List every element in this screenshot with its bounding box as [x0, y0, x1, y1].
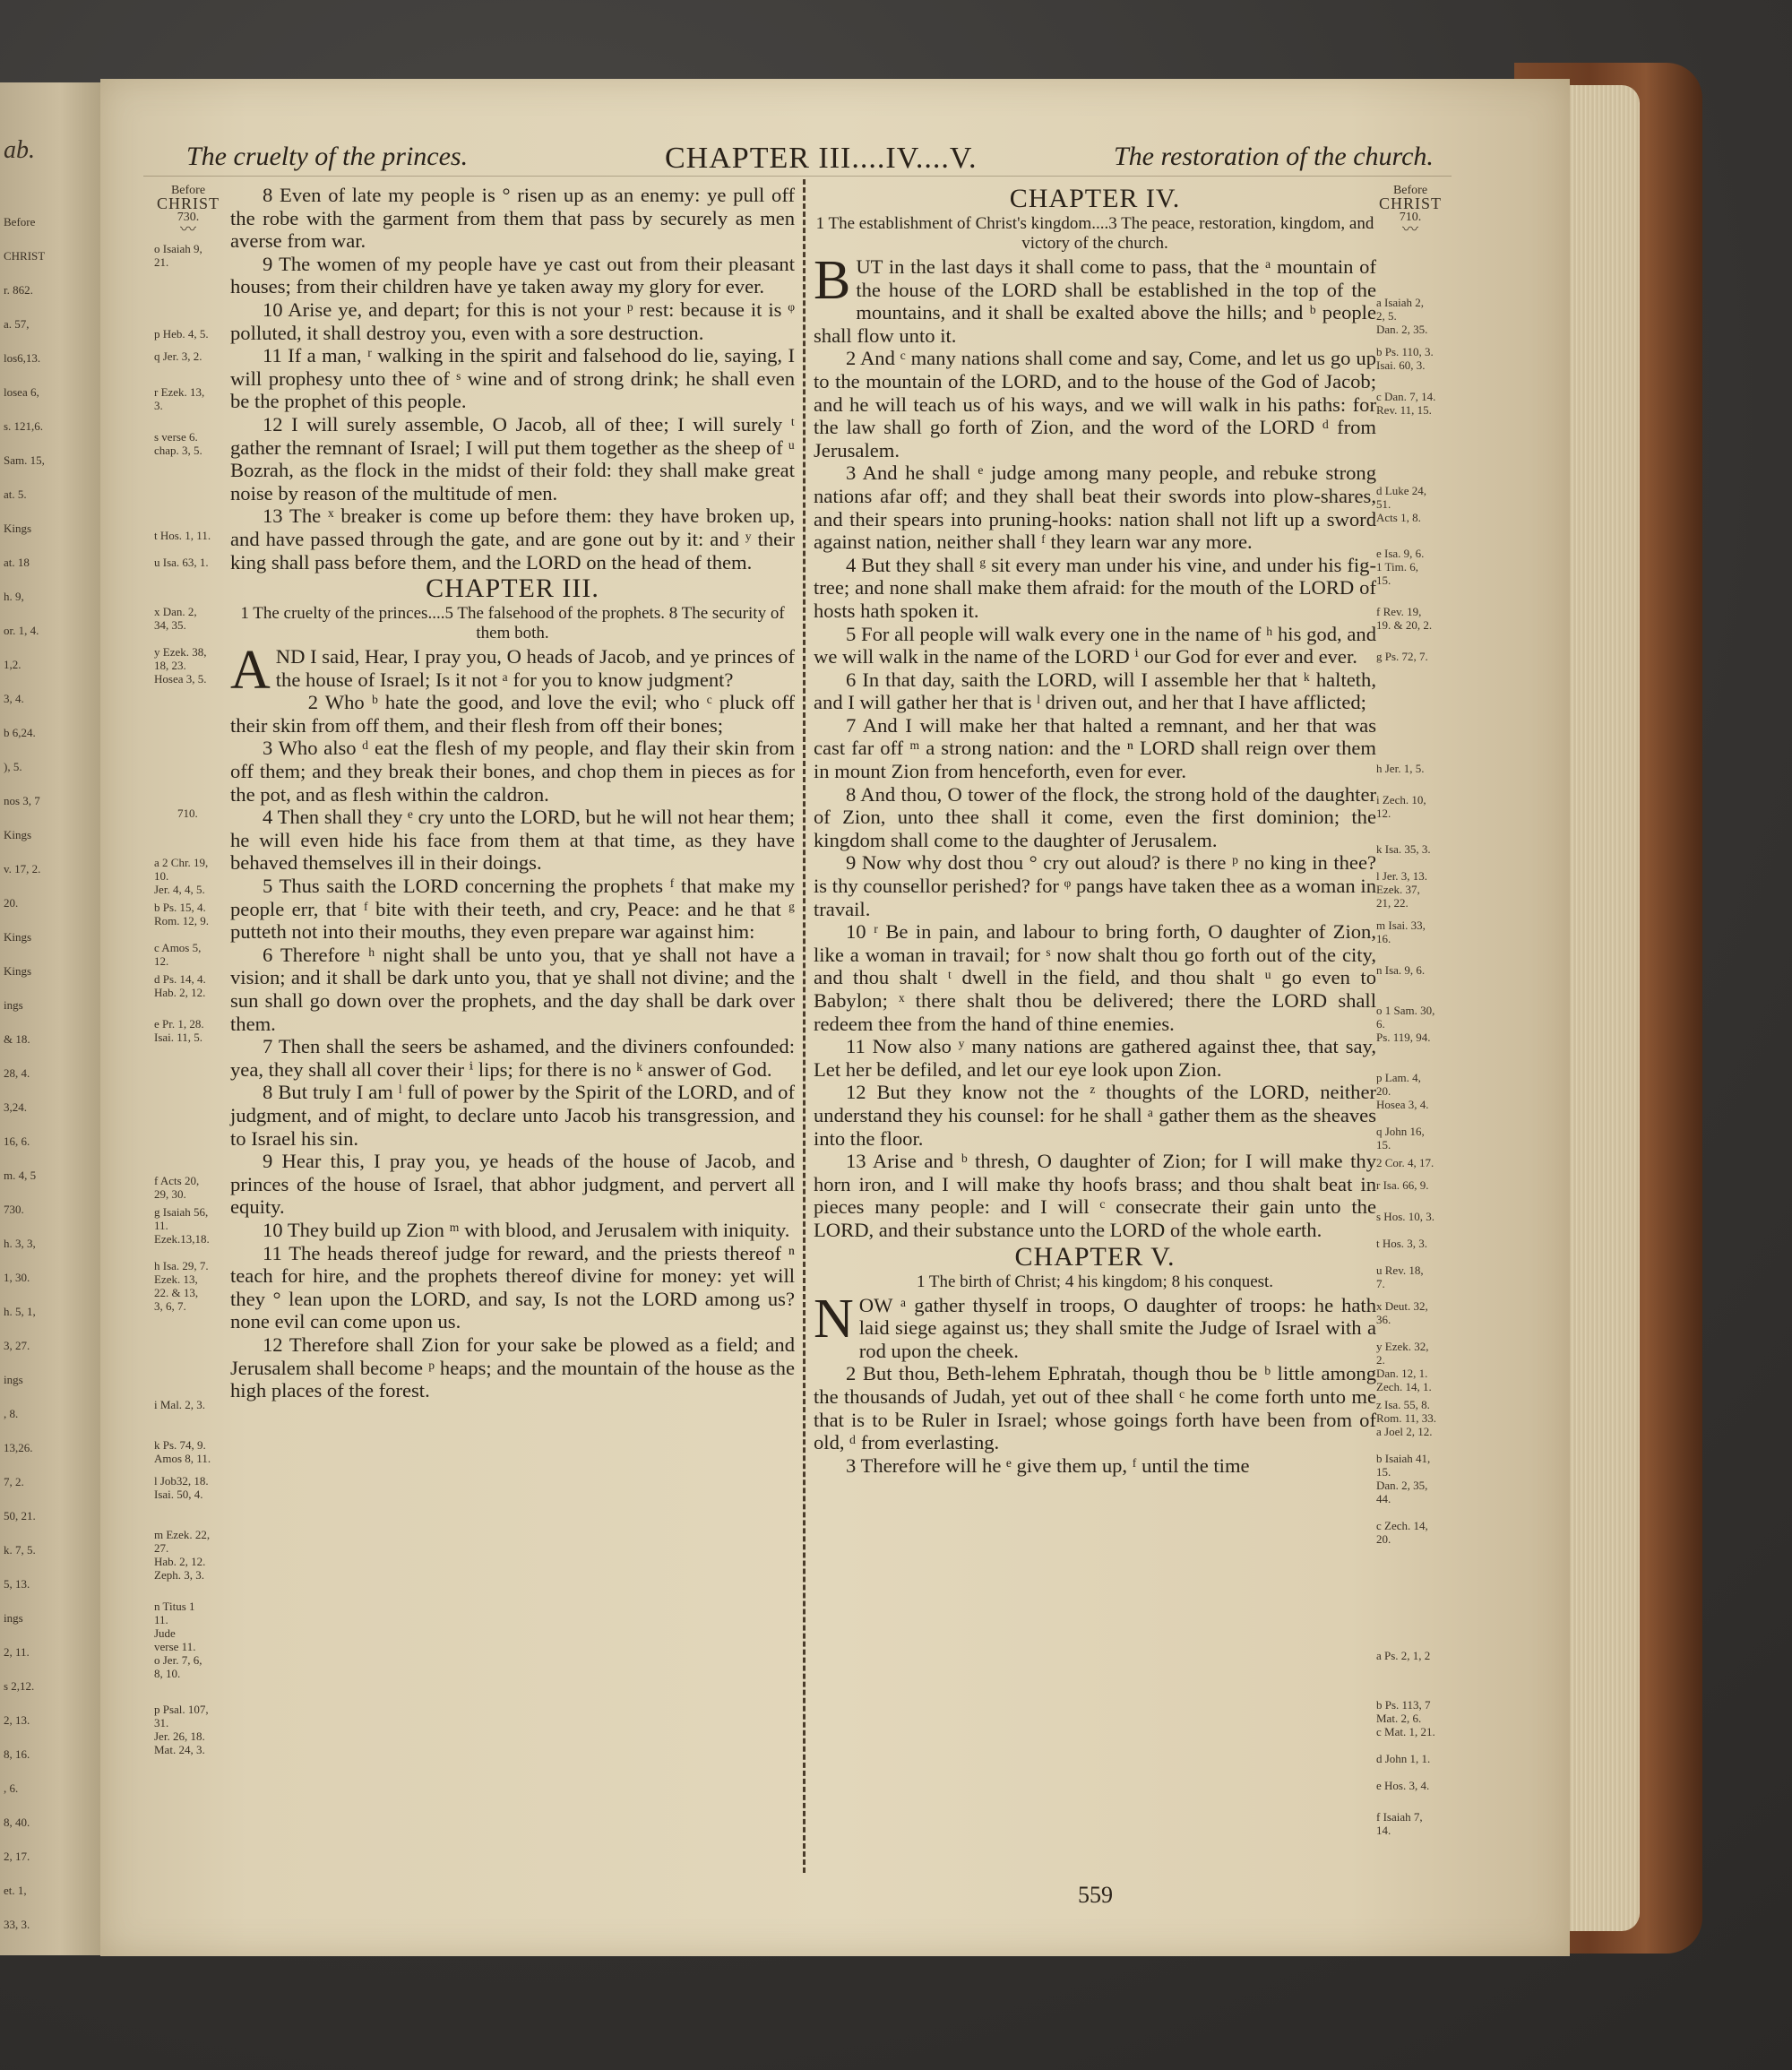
year-label: 730. — [177, 211, 200, 224]
margin-note: n Isa. 9, 6. — [1376, 963, 1426, 977]
margin-note: e Isa. 9, 6. 1 Tim. 6, 15. — [1376, 547, 1425, 587]
margin-note: b Isaiah 41, 15. Dan. 2, 35, 44. — [1376, 1452, 1431, 1505]
verse: 10 They build up Zion ᵐ with blood, and Jerusalem with iniquity. — [263, 1218, 790, 1241]
verse: 8 Even of late my people is ° risen up as an enemy: ye pull off the robe with the garment from them that pass by securely as men averse from war. — [230, 184, 795, 253]
facing-page-fragment: 3, 27. — [4, 1339, 30, 1352]
margin-note: g Ps. 72, 7. — [1376, 650, 1428, 663]
margin-note: c Amos 5, 12. — [154, 941, 202, 968]
margin-note: r Isa. 66, 9. — [1376, 1178, 1429, 1192]
verse: 10 Arise ye, and depart; for this is not your ᵖ rest: because it is ᵠ polluted, it shall destroy you, even with a sore destruction. — [230, 298, 795, 344]
verse: 4 But they shall ᵍ sit every man under his vine, and under his fig-tree; and none shall make them afraid: for the mouth of the LORD of hosts hath spoken it. — [814, 553, 1376, 622]
margin-note: i Mal. 2, 3. — [154, 1398, 206, 1411]
chapter-heading: CHAPTER III. — [426, 574, 599, 604]
drop-cap: N — [814, 1288, 854, 1350]
drop-cap: B — [814, 250, 851, 311]
margin-note: m Ezek. 22, 27. Hab. 2, 12. Zeph. 3, 3. — [154, 1528, 211, 1582]
facing-page-fragment: ings — [4, 998, 23, 1012]
verse: 12 I will surely assemble, O Jacob, all of thee; I will surely ᵗ gather the remnant of Israel; I will put them together as the sheep of ᵘ Bozrah, as the flock in the midst of their fold: they shall make great noise by reason of the multitude of men. — [230, 412, 795, 505]
verse: 9 The women of my people have ye cast out from their pleasant houses; from their children have ye taken away my glory for ever. — [230, 252, 795, 298]
verse: 3 And he shall ᵉ judge among many people, and rebuke strong nations afar off; and they shall beat their swords into plow-shares, and their spears into pruning-hooks: nation shall not lift up a sword against nation, neither shall ᶠ they learn war any more. — [814, 461, 1376, 554]
margin-note: y Ezek. 32, 2. Dan. 12, 1. Zech. 14, 1. — [1376, 1340, 1432, 1393]
header-rule — [143, 176, 1452, 177]
margin-note: m Isai. 33, 16. — [1376, 919, 1426, 945]
chapter-summary: 1 The cruelty of the princes....5 The falsehood of the prophets. 8 The security of them both. — [240, 604, 785, 643]
facing-page-fragment: , 6. — [4, 1781, 19, 1795]
facing-page-fragment: ab. — [4, 136, 35, 164]
running-head-left: The cruelty of the princes. — [186, 142, 469, 171]
margin-note: 2 Cor. 4, 17. — [1376, 1156, 1434, 1169]
facing-page-fragment: v. 17, 2. — [4, 862, 41, 875]
facing-page-fragment: ings — [4, 1373, 23, 1386]
left-margin-references — [151, 184, 224, 1886]
facing-page-fragment: at. 18 — [4, 556, 30, 569]
margin-note: x Dan. 2, 34, 35. — [154, 605, 197, 632]
facing-page-fragment: m. 4, 5 — [4, 1169, 37, 1182]
margin-note: d Ps. 14, 4. Hab. 2, 12. — [154, 972, 206, 999]
verse: 2 But thou, Beth-lehem Ephratah, though thou be ᵇ little among the thousands of Judah, yet out of thee shall ᶜ he come forth unto me that is to be Ruler in Israel; whose goings forth have been from of old, ᵈ from everlasting. — [814, 1362, 1376, 1454]
left-before-christ — [151, 184, 226, 238]
facing-page-fragment: 8, 40. — [4, 1816, 30, 1829]
facing-page-fragment: h. 3, 3, — [4, 1237, 36, 1250]
margin-note: h Isa. 29, 7. Ezek. 13, 22. & 13, 3, 6, 7. — [154, 1259, 209, 1313]
facing-page-fragment: at. 5. — [4, 487, 27, 501]
facing-page-fragment: 2, 11. — [4, 1645, 30, 1659]
year-label-mid: 710. — [177, 806, 198, 820]
margin-note: q Jer. 3, 2. — [154, 349, 202, 363]
flourish-ornament: 〰 — [1402, 220, 1418, 238]
margin-note: f Isaiah 7, 14. — [1376, 1810, 1423, 1837]
margin-note: d John 1, 1. — [1376, 1752, 1431, 1765]
verse — [814, 250, 1376, 347]
verse-text: UT in the last days it shall come to pass, that the ᵃ mountain of the house of the LORD shall be established in the top of the mountains, and it shall be exalted above the hills; and ᵇ people shall flow unto it. — [814, 255, 1376, 347]
margin-note: a Isaiah 2, 2, 5. Dan. 2, 35. — [1376, 296, 1428, 336]
margin-note: o Jer. 7, 6, 8, 10. — [154, 1653, 202, 1680]
margin-note: t Hos. 1, 11. — [154, 529, 211, 542]
chapter-summary: 1 The establishment of Christ's kingdom....3 The peace, restoration, kingdom, and victory of the church. — [815, 214, 1374, 253]
facing-page-fragment: 20. — [4, 896, 19, 910]
facing-page-fragment: Kings — [4, 964, 32, 978]
page-number: 559 — [1078, 1882, 1113, 1908]
verse — [230, 640, 795, 702]
margin-note: k Isa. 35, 3. — [1376, 842, 1431, 856]
verse: 11 Now also ʸ many nations are gathered against thee, that say, Let her be defiled, and let our eye look upon Zion. — [814, 1035, 1376, 1081]
facing-page-fragment: los6,13. — [4, 351, 41, 365]
running-head-chapters: CHAPTER III....IV....V. — [665, 142, 978, 175]
facing-page-fragment: 5, 13. — [4, 1577, 30, 1591]
facing-page-fragment: Before — [4, 215, 36, 229]
left-page-edge — [0, 82, 103, 1955]
margin-note: o 1 Sam. 30, 6. Ps. 119, 94. — [1376, 1004, 1435, 1044]
right-before-christ — [1373, 184, 1448, 238]
margin-note: d Luke 24, 51. Acts 1, 8. — [1376, 484, 1426, 524]
facing-page-fragment: 7, 2. — [4, 1475, 24, 1488]
facing-page-fragment: k. 7, 5. — [4, 1543, 36, 1557]
facing-page-fragment: 16, 6. — [4, 1134, 30, 1148]
margin-note: b Ps. 110, 3. Isai. 60, 3. — [1376, 345, 1434, 372]
margin-note: l Jer. 3, 13. Ezek. 37, 21, 22. — [1376, 869, 1428, 910]
facing-page-fragment: et. 1, — [4, 1884, 27, 1897]
facing-page-fragment: 13,26. — [4, 1441, 33, 1454]
drop-cap: A — [230, 640, 271, 702]
right-text-column — [814, 184, 1376, 1477]
running-head-right: The restoration of the church. — [1114, 142, 1434, 171]
verse: 7 And I will make her that halted a remnant, and her that was cast far off ᵐ a strong nation: and the ⁿ LORD shall reign over them in mount Zion from henceforth, even for ever. — [814, 713, 1376, 783]
facing-page-fragment: ings — [4, 1611, 23, 1625]
facing-page-fragment: s. 121,6. — [4, 419, 44, 433]
margin-note: i Zech. 10, 12. — [1376, 793, 1426, 820]
facing-page-fragment: losea 6, — [4, 385, 39, 399]
verse: 8 But truly I am ˡ full of power by the Spirit of the LORD, and of judgment, and of might, to declare unto Jacob his transgression, and to Israel his sin. — [230, 1081, 795, 1150]
margin-note: a Joel 2, 12. — [1376, 1425, 1433, 1438]
verse: 7 Then shall the seers be ashamed, and the diviners confounded: yea, they shall all cover their ⁱ lips; for there is no ᵏ answer of God. — [230, 1035, 795, 1081]
facing-page-fragment: ), 5. — [4, 760, 22, 773]
facing-page-fragment: 2, 13. — [4, 1713, 30, 1727]
verse: 6 In that day, saith the LORD, will I assemble her that ᵏ halteth, and I will gather her that is ˡ driven out, and her that I have afflicted; — [814, 668, 1376, 714]
margin-note: h Jer. 1, 5. — [1376, 762, 1425, 775]
margin-note: k Ps. 74, 9. Amos 8, 11. — [154, 1438, 211, 1465]
before-label: Before — [1392, 184, 1428, 197]
verse: 3 Therefore will he ᵉ give them up, ᶠ until the time — [846, 1453, 1250, 1477]
verse: 11 If a man, ʳ walking in the spirit and falsehood do lie, saying, I will prophesy unto thee of ˢ wine and of strong drink; he shall even be the prophet of this people. — [230, 344, 795, 413]
margin-note: s verse 6. chap. 3, 5. — [154, 430, 202, 457]
facing-page-fragment: 50, 21. — [4, 1509, 36, 1522]
margin-note: q John 16, 15. — [1376, 1125, 1425, 1151]
margin-note: b Ps. 113, 7 Mat. 2, 6. — [1376, 1698, 1431, 1725]
flourish-ornament: 〰 — [180, 220, 196, 238]
christ-label: CHRIST — [1378, 194, 1442, 212]
verse-text: ND I said, Hear, I pray you, O heads of Jacob, and ye princes of the house of Israel; Is it not ᵃ for you to know judgment? — [275, 645, 795, 691]
facing-page-fragment: 28, 4. — [4, 1066, 30, 1080]
verse: 12 But they know not the ᶻ thoughts of the LORD, neither understand they his counsel: for he shall ᵃ gather them as the sheaves into the floor. — [814, 1081, 1376, 1150]
facing-page-fragment: 730. — [4, 1203, 24, 1216]
left-text-column — [230, 184, 795, 1402]
facing-page-fragment: 33, 3. — [4, 1918, 30, 1931]
margin-note: y Ezek. 38, 18, 23. Hosea 3, 5. — [154, 645, 207, 686]
verse: 5 Thus saith the LORD concerning the prophets ᶠ that make my people err, that ᶠ bite with their teeth, and cry, Peace: and he that ᵍ putteth not into their mouths, they even prepare war against him: — [230, 875, 795, 944]
margin-note: t Hos. 3, 3. — [1376, 1237, 1428, 1250]
facing-page-fragment: h. 9, — [4, 590, 24, 603]
verse: 6 Therefore ʰ night shall be unto you, that ye shall not have a vision; and it shall be dark unto you, that ye shall not divine; and the sun shall go down over the prophets, and the day shall be dark over them. — [230, 943, 795, 1035]
facing-page-fragment: r. 862. — [4, 283, 33, 297]
facing-page-fragment: s 2,12. — [4, 1679, 35, 1693]
facing-page-fragment: nos 3, 7 — [4, 794, 40, 807]
facing-page-fragment: or. 1, 4. — [4, 624, 39, 637]
facing-page-fragment: Kings — [4, 930, 32, 944]
verse: 13 Arise and ᵇ thresh, O daughter of Zion; for I will make thy horn iron, and I will make thy hoofs brass; and thou shalt beat in pieces many people: and I will ᶜ consecrate their gain unto the LORD, and their substance unto the LORD of the whole earth. — [814, 1150, 1376, 1241]
chapter-heading: CHAPTER V. — [1014, 1241, 1176, 1272]
margin-note: u Isa. 63, 1. — [154, 556, 209, 569]
margin-note: s Hos. 10, 3. — [1376, 1210, 1435, 1223]
verse: 11 The heads thereof judge for reward, and the priests thereof ⁿ teach for hire, and the prophets thereof divine for money: yet will they ° lean upon the LORD, and say, Is not the LORD among us? none evil can come upon us. — [230, 1241, 795, 1333]
facing-page-fragment: CHRIST — [4, 249, 46, 263]
verse: 9 Now why dost thou ° cry out aloud? is there ᵖ no king in thee? is thy counsellor perished? for ᵠ pangs have taken thee as a woman in travail. — [814, 851, 1376, 920]
verse: 9 Hear this, I pray you, ye heads of the house of Jacob, and princes of the house of Israel, that abhor judgment, and pervert all equity. — [230, 1150, 795, 1219]
facing-page-fragment: 3,24. — [4, 1100, 27, 1114]
verse: 5 For all people will walk every one in the name of ʰ his god, and we will walk in the name of the LORD ⁱ our God for ever and ever. — [814, 622, 1376, 668]
facing-page-fragment: Kings — [4, 522, 32, 535]
margin-note: x Deut. 32, 36. — [1376, 1299, 1428, 1326]
verse: 3 Who also ᵈ eat the flesh of my people, and flay their skin from off them; and they break their bones, and chop them in pieces as for the pot, and as flesh within the caldron. — [230, 737, 795, 806]
verse: 2 And ᶜ many nations shall come and say, Come, and let us go up to the mountain of the LORD, and to the house of the God of Jacob; and he will teach us of his ways, and we will walk in his paths: for the law shall go forth of Zion, and the word of the LORD ᵈ from Jerusalem. — [814, 347, 1376, 461]
chapter-summary: 1 The birth of Christ; 4 his kingdom; 8 his conquest. — [916, 1272, 1274, 1291]
verse: 12 Therefore shall Zion for your sake be plowed as a field; and Jerusalem shall become ᵖ heaps; and the mountain of the house as the high places of the forest. — [230, 1333, 795, 1402]
margin-note: b Ps. 15, 4. Rom. 12, 9. — [154, 901, 210, 927]
margin-note: c Dan. 7, 14. Rev. 11, 15. — [1376, 390, 1436, 417]
facing-page-fragment: h. 5, 1, — [4, 1305, 36, 1318]
right-margin-references — [1373, 184, 1444, 1886]
margin-note: f Rev. 19, 19. & 20, 2. — [1376, 605, 1433, 632]
before-label: Before — [170, 184, 206, 197]
facing-page-fragment: a. 57, — [4, 317, 30, 331]
column-divider — [803, 179, 809, 1873]
margin-note: n Titus 1 11. Jude verse 11. — [154, 1600, 196, 1653]
facing-page-fragment: 8, 16. — [4, 1747, 30, 1761]
verse — [814, 1288, 1376, 1363]
verse: 10 ʳ Be in pain, and labour to bring forth, O daughter of Zion, like a woman in travail; for ˢ now shalt thou go forth out of the city, and thou shalt ᵗ dwell in the field, and thou shalt ᵘ go even to Babylon; ˣ there shalt thou be delivered; there the LORD shall redeem thee from the hand of thine enemies. — [814, 920, 1376, 1035]
verse: 2 Who ᵇ hate the good, and love the evil; who ᶜ pluck off their skin from off them, and their flesh from off their bones; — [230, 691, 795, 737]
margin-note: p Heb. 4, 5. — [154, 327, 209, 341]
facing-page-fragment: , 8. — [4, 1407, 19, 1420]
year-label: 710. — [1399, 211, 1422, 224]
facing-page-fragment: 1,2. — [4, 658, 22, 671]
verse: 13 The ˣ breaker is come up before them: they have broken up, and have passed through the gate, and are gone out by it: and ʸ their king shall pass before them, and the LORD on the head of them. — [230, 505, 795, 574]
margin-note: f Acts 20, 29, 30. — [154, 1174, 200, 1201]
facing-page-fragment: b 6,24. — [4, 726, 36, 739]
margin-note: l Job32, 18. Isai. 50, 4. — [154, 1474, 209, 1501]
margin-note: c Zech. 14, 20. — [1376, 1519, 1428, 1546]
margin-note: o Isaiah 9, 21. — [154, 242, 202, 269]
facing-page-fragment: 2, 17. — [4, 1850, 30, 1863]
facing-page-fragment: Kings — [4, 828, 32, 841]
verse-text: OW ᵃ gather thyself in troops, O daughter of troops: he hath laid siege against us; they shall smite the Judge of Israel with a rod upon the cheek. — [858, 1293, 1376, 1362]
margin-note: g Isaiah 56, 11. Ezek.13,18. — [154, 1205, 210, 1246]
margin-note: p Lam. 4, 20. Hosea 3, 4. — [1376, 1071, 1429, 1111]
facing-page-fragment: Sam. 15, — [4, 453, 45, 467]
margin-note: p Psal. 107, 31. Jer. 26, 18. Mat. 24, 3. — [154, 1703, 209, 1756]
verse: 4 Then shall they ᵉ cry unto the LORD, but he will not hear them; he will even hide his face from them at that time, as they have behaved themselves ill in their doings. — [230, 806, 795, 875]
margin-note: e Pr. 1, 28. Isai. 11, 5. — [154, 1017, 204, 1044]
facing-page-fragment: 1, 30. — [4, 1271, 30, 1284]
margin-note: a 2 Chr. 19, 10. Jer. 4, 4, 5. — [154, 856, 209, 896]
margin-note: z Isa. 55, 8. Rom. 11, 33. — [1376, 1398, 1437, 1425]
facing-page-fragment: 3, 4. — [4, 692, 24, 705]
christ-label: CHRIST — [156, 194, 220, 212]
facing-page-fragment: & 18. — [4, 1032, 30, 1046]
margin-note: a Ps. 2, 1, 2 — [1376, 1649, 1431, 1662]
verse: 8 And thou, O tower of the flock, the strong hold of the daughter of Zion, unto thee shall it come, even the first dominion; the kingdom shall come to the daughter of Jerusalem. — [814, 782, 1376, 851]
margin-note: u Rev. 18, 7. — [1376, 1264, 1424, 1290]
margin-note: e Hos. 3, 4. — [1376, 1779, 1430, 1792]
margin-note: c Mat. 1, 21. — [1376, 1725, 1435, 1738]
chapter-heading: CHAPTER IV. — [1009, 184, 1181, 213]
margin-note: r Ezek. 13, 3. — [154, 385, 205, 412]
